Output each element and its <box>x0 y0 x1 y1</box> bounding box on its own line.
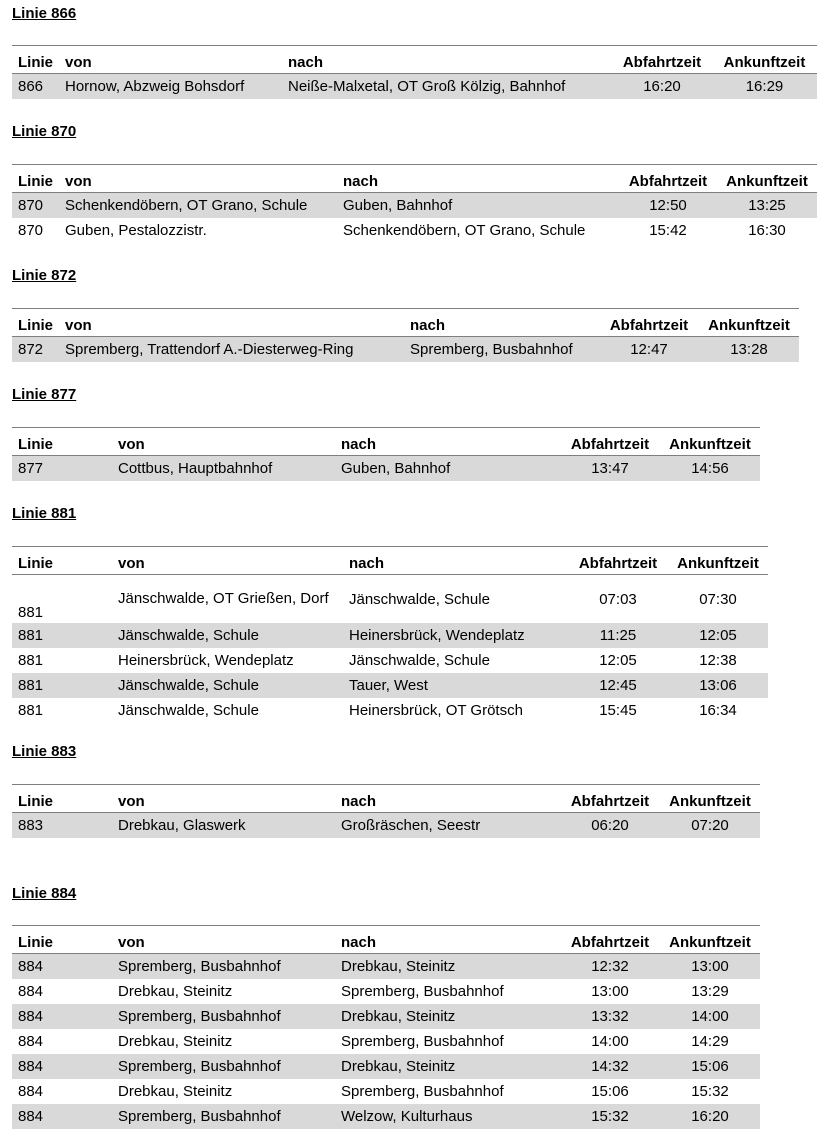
col-header-abfahrtzeit: Abfahrtzeit <box>568 547 668 575</box>
cell-linie: 884 <box>12 1004 112 1029</box>
cell-abfahrtzeit: 12:50 <box>619 193 717 219</box>
table-row <box>12 337 799 363</box>
cell-abfahrtzeit: 12:05 <box>599 652 637 669</box>
table-header-row <box>12 926 760 954</box>
col-header-nach: nach <box>335 785 560 813</box>
cell-von: Jänschwalde, Schule <box>112 623 343 648</box>
cell-von: Spremberg, Busbahnhof <box>112 1004 335 1029</box>
cell-linie: 881 <box>18 652 44 669</box>
timetable-877 <box>12 427 760 481</box>
table-row <box>12 954 760 980</box>
cell-abfahrtzeit: 07:03 <box>599 590 637 608</box>
cell-ankunftzeit: 13:29 <box>691 983 729 1000</box>
col-header-nach: nach <box>335 926 560 954</box>
cell-ankunftzeit: 12:05 <box>668 623 768 648</box>
cell-von: Hornow, Abzweig Bohsdorf <box>59 74 282 100</box>
col-header-von: von <box>59 46 282 74</box>
cell-nach: Heinersbrück, OT Grötsch <box>349 702 523 719</box>
cell-von: Heinersbrück, Wendeplatz <box>118 652 294 669</box>
cell-linie: 881 <box>12 623 112 648</box>
cell-nach: Spremberg, Busbahnhof <box>341 1083 504 1100</box>
table-row <box>12 1029 760 1054</box>
col-header-nach: nach <box>337 165 619 193</box>
cell-abfahrtzeit: 16:20 <box>612 74 712 100</box>
col-header-ankunftzeit: Ankunftzeit <box>660 428 760 456</box>
cell-nach: Drebkau, Steinitz <box>335 1054 560 1079</box>
cell-ankunftzeit: 12:38 <box>699 652 737 669</box>
cell-linie: 884 <box>18 1033 44 1050</box>
cell-nach: Heinersbrück, Wendeplatz <box>343 623 568 648</box>
cell-ankunftzeit: 13:28 <box>699 337 799 363</box>
table-header-row <box>12 165 817 193</box>
timetable-872 <box>12 308 799 362</box>
timetable-884 <box>12 925 760 1129</box>
cell-ankunftzeit: 14:29 <box>691 1033 729 1050</box>
cell-abfahrtzeit: 12:47 <box>599 337 699 363</box>
table-row <box>12 575 768 624</box>
cell-nach: Guben, Bahnhof <box>335 456 560 482</box>
cell-von: Drebkau, Steinitz <box>118 1083 233 1100</box>
col-header-ankunftzeit: Ankunftzeit <box>660 785 760 813</box>
section-heading: Linie 883 <box>12 743 77 760</box>
cell-von: Spremberg, Trattendorf A.-Diesterweg-Ring <box>59 337 404 363</box>
col-header-von: von <box>112 547 343 575</box>
col-header-nach: nach <box>282 46 612 74</box>
cell-abfahrtzeit: 11:25 <box>568 623 668 648</box>
table-header-row <box>12 428 760 456</box>
cell-linie: 870 <box>18 222 44 239</box>
cell-linie: 872 <box>12 337 59 363</box>
col-header-ankunftzeit: Ankunftzeit <box>717 165 817 193</box>
cell-nach: Spremberg, Busbahnhof <box>341 1033 504 1050</box>
cell-nach: Neiße-Malxetal, OT Groß Kölzig, Bahnhof <box>282 74 612 100</box>
col-header-abfahrtzeit: Abfahrtzeit <box>560 428 660 456</box>
table-row <box>12 1079 760 1104</box>
col-header-von: von <box>112 926 335 954</box>
cell-nach: Großräschen, Seestr <box>335 813 560 839</box>
cell-abfahrtzeit: 15:45 <box>599 702 637 719</box>
cell-nach: Drebkau, Steinitz <box>335 954 560 980</box>
col-header-nach: nach <box>404 309 599 337</box>
section-heading: Linie 866 <box>12 5 77 22</box>
timetable-883 <box>12 784 760 838</box>
cell-linie: 884 <box>12 1054 112 1079</box>
cell-nach: Welzow, Kulturhaus <box>335 1104 560 1129</box>
cell-von: Drebkau, Glaswerk <box>112 813 335 839</box>
cell-ankunftzeit: 16:29 <box>712 74 817 100</box>
cell-ankunftzeit: 16:30 <box>748 222 786 239</box>
table-row <box>12 813 760 839</box>
cell-von: Jänschwalde, OT Grießen, Dorf <box>118 590 329 607</box>
cell-ankunftzeit: 13:25 <box>717 193 817 219</box>
col-header-abfahrtzeit: Abfahrtzeit <box>560 785 660 813</box>
col-header-von: von <box>112 785 335 813</box>
timetable-866 <box>12 45 817 99</box>
cell-von: Jänschwalde, Schule <box>112 673 343 698</box>
cell-abfahrtzeit: 15:42 <box>649 222 687 239</box>
section-heading: Linie 881 <box>12 505 77 522</box>
cell-von: Drebkau, Steinitz <box>118 983 233 1000</box>
table-row <box>12 698 768 723</box>
cell-linie: 881 <box>18 604 44 621</box>
table-row <box>12 1004 760 1029</box>
table-row <box>12 623 768 648</box>
cell-abfahrtzeit: 14:32 <box>560 1054 660 1079</box>
cell-von: Drebkau, Steinitz <box>118 1033 233 1050</box>
cell-linie: 866 <box>12 74 59 100</box>
col-header-linie: Linie <box>12 309 59 337</box>
col-header-abfahrtzeit: Abfahrtzeit <box>612 46 712 74</box>
cell-ankunftzeit: 13:00 <box>660 954 760 980</box>
col-header-abfahrtzeit: Abfahrtzeit <box>599 309 699 337</box>
table-header-row <box>12 785 760 813</box>
cell-ankunftzeit: 07:30 <box>699 590 737 608</box>
table-row <box>12 74 817 100</box>
cell-von: Spremberg, Busbahnhof <box>112 1054 335 1079</box>
cell-abfahrtzeit: 13:47 <box>560 456 660 482</box>
cell-abfahrtzeit: 12:32 <box>560 954 660 980</box>
col-header-linie: Linie <box>12 165 59 193</box>
cell-ankunftzeit: 13:06 <box>668 673 768 698</box>
cell-ankunftzeit: 07:20 <box>660 813 760 839</box>
cell-nach: Guben, Bahnhof <box>337 193 619 219</box>
col-header-ankunftzeit: Ankunftzeit <box>660 926 760 954</box>
cell-abfahrtzeit: 13:00 <box>591 983 629 1000</box>
section-heading: Linie 870 <box>12 123 77 140</box>
col-header-nach: nach <box>343 547 568 575</box>
cell-linie: 881 <box>12 673 112 698</box>
cell-ankunftzeit: 14:00 <box>660 1004 760 1029</box>
table-header-row <box>12 46 817 74</box>
cell-ankunftzeit: 15:32 <box>691 1083 729 1100</box>
cell-nach: Spremberg, Busbahnhof <box>341 983 504 1000</box>
col-header-von: von <box>112 428 335 456</box>
cell-ankunftzeit: 16:20 <box>660 1104 760 1129</box>
col-header-von: von <box>59 165 337 193</box>
col-header-linie: Linie <box>12 428 112 456</box>
table-row <box>12 193 817 219</box>
cell-linie: 870 <box>12 193 59 219</box>
table-row <box>12 456 760 482</box>
section-heading: Linie 884 <box>12 885 77 902</box>
table-row <box>12 1054 760 1079</box>
timetable-881 <box>12 546 768 723</box>
cell-nach: Jänschwalde, Schule <box>349 590 490 608</box>
cell-nach: Tauer, West <box>343 673 568 698</box>
table-row <box>12 648 768 673</box>
col-header-abfahrtzeit: Abfahrtzeit <box>619 165 717 193</box>
cell-linie: 884 <box>12 1104 112 1129</box>
cell-von: Spremberg, Busbahnhof <box>112 954 335 980</box>
cell-abfahrtzeit: 13:32 <box>560 1004 660 1029</box>
timetable-870 <box>12 164 817 243</box>
cell-linie: 881 <box>18 702 44 719</box>
cell-linie: 884 <box>12 954 112 980</box>
cell-ankunftzeit: 15:06 <box>660 1054 760 1079</box>
table-row <box>12 979 760 1004</box>
section-heading: Linie 872 <box>12 267 77 284</box>
cell-von: Jänschwalde, Schule <box>118 702 259 719</box>
col-header-linie: Linie <box>12 547 112 575</box>
table-header-row <box>12 547 768 575</box>
col-header-von: von <box>59 309 404 337</box>
table-row <box>12 218 817 243</box>
cell-linie: 884 <box>18 983 44 1000</box>
cell-von: Guben, Pestalozzistr. <box>65 222 207 239</box>
cell-nach: Spremberg, Busbahnhof <box>404 337 599 363</box>
cell-ankunftzeit: 14:56 <box>660 456 760 482</box>
cell-abfahrtzeit: 14:00 <box>591 1033 629 1050</box>
cell-abfahrtzeit: 15:32 <box>560 1104 660 1129</box>
section-heading: Linie 877 <box>12 386 77 403</box>
col-header-ankunftzeit: Ankunftzeit <box>712 46 817 74</box>
cell-linie: 877 <box>12 456 112 482</box>
cell-linie: 883 <box>12 813 112 839</box>
col-header-nach: nach <box>335 428 560 456</box>
cell-abfahrtzeit: 12:45 <box>568 673 668 698</box>
cell-von: Schenkendöbern, OT Grano, Schule <box>59 193 337 219</box>
col-header-linie: Linie <box>12 926 112 954</box>
cell-abfahrtzeit: 06:20 <box>560 813 660 839</box>
cell-nach: Jänschwalde, Schule <box>349 652 490 669</box>
cell-ankunftzeit: 16:34 <box>699 702 737 719</box>
col-header-linie: Linie <box>12 46 59 74</box>
cell-abfahrtzeit: 15:06 <box>591 1083 629 1100</box>
table-header-row <box>12 309 799 337</box>
cell-von: Cottbus, Hauptbahnhof <box>112 456 335 482</box>
cell-nach: Schenkendöbern, OT Grano, Schule <box>343 222 586 239</box>
cell-von: Spremberg, Busbahnhof <box>112 1104 335 1129</box>
table-row <box>12 1104 760 1129</box>
cell-linie: 884 <box>18 1083 44 1100</box>
col-header-ankunftzeit: Ankunftzeit <box>699 309 799 337</box>
col-header-abfahrtzeit: Abfahrtzeit <box>560 926 660 954</box>
cell-nach: Drebkau, Steinitz <box>335 1004 560 1029</box>
col-header-linie: Linie <box>12 785 112 813</box>
col-header-ankunftzeit: Ankunftzeit <box>668 547 768 575</box>
table-row <box>12 673 768 698</box>
